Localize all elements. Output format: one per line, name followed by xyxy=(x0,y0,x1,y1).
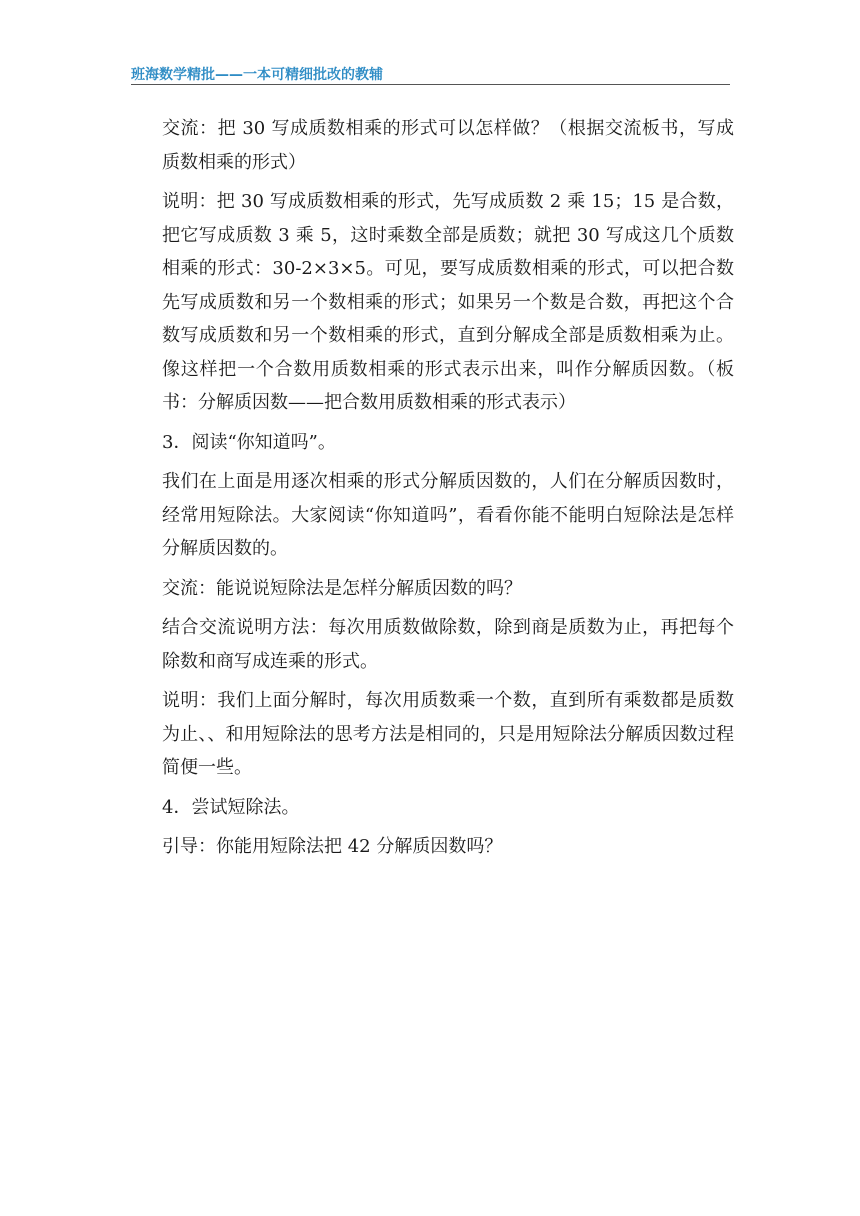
paragraph-exchange-short-division: 交流：能说说短除法是怎样分解质因数的吗？ xyxy=(162,577,522,599)
paragraph-heading-read: 3．阅读“你知道吗”。 xyxy=(162,431,336,453)
paragraph-heading-try: 4．尝试短除法。 xyxy=(162,796,300,818)
paragraph-explanation-factorization: 说明：把 30 写成质数相乘的形式，先写成质数 2 乘 15；15 是合数，把它写成质数 3 乘 5，这时乘数全部是质数；就把 30 写成这几个质数相乘的形式：30-2×3×5。可见，要写成质数相乘的形式，可以把合数先写成质数和另一个数相乘的形式；如果另一个数是合数，再把这个合数写成质数和另一个数相乘的形式，直到分解成全部是质数相乘为止。像这样把一个合数用质数相乘的形式表示出来，叫作分解质因数。（板书：分解质因数——把合数用质数相乘的形式表示） xyxy=(162,191,734,413)
header-title: 班海数学精批——一本可精细批改的教辅 xyxy=(131,67,383,83)
document-body xyxy=(162,112,734,870)
paragraph-guide-42: 引导：你能用短除法把 42 分解质因数吗？ xyxy=(162,836,503,857)
page-header xyxy=(131,62,730,85)
paragraph-explanation-comparison: 说明：我们上面分解时，每次用质数乘一个数，直到所有乘数都是质数为止、、和用短除法的思考方法是相同的，只是用短除法分解质因数过程简便一些。 xyxy=(162,690,734,778)
paragraph-exchange-30: 交流：把 30 写成质数相乘的形式可以怎样做？（根据交流板书，写成质数相乘的形式） xyxy=(162,118,734,173)
paragraph-short-division-intro: 我们在上面是用逐次相乘的形式分解质因数的，人们在分解质因数时，经常用短除法。大家阅读“你知道吗”，看看你能不能明白短除法是怎样分解质因数的。 xyxy=(162,471,734,559)
paragraph-method-summary: 结合交流说明方法：每次用质数做除数，除到商是质数为止，再把每个除数和商写成连乘的形式。 xyxy=(162,617,734,672)
